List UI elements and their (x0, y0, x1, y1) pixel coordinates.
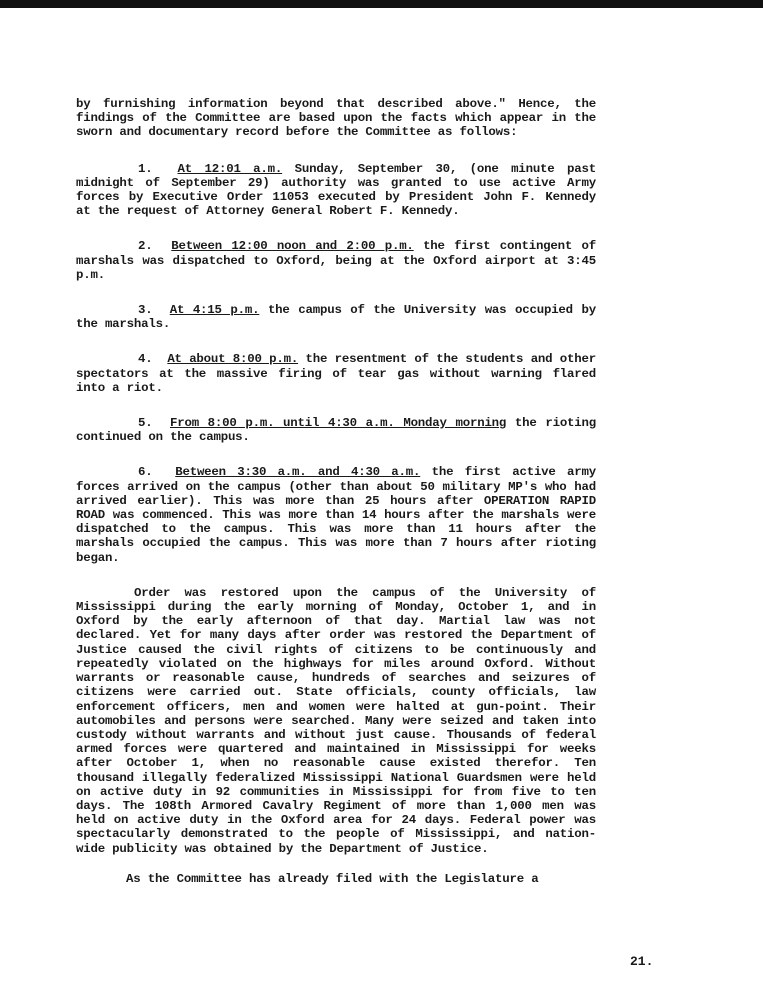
body-paragraph (76, 586, 596, 856)
item-time: From 8:00 p.m. until 4:30 a.m. Monday morning (169, 416, 507, 431)
list-item (76, 162, 596, 219)
continuation-text: As the Committee has already filed with the Legislature a (126, 871, 539, 886)
item-number: 6. (138, 465, 153, 480)
item-time: At 4:15 p.m. (169, 303, 260, 318)
item-text: Sunday, September 30, (one minute past midnight of September 29) authority was granted to use active Army forces by Executive Order 11053 executed by President John F. Kennedy at the request of Attorney General Robert F. Kennedy. (76, 161, 596, 219)
item-number: 3. (138, 303, 153, 318)
item-number: 5. (138, 416, 153, 431)
item-text: the campus of the University was occupied by the marshals. (76, 303, 596, 332)
continuation-paragraph (76, 872, 596, 886)
list-item (76, 303, 596, 331)
item-time: At 12:01 a.m. (177, 161, 283, 176)
document-page (76, 97, 596, 886)
item-text: the rioting continued on the campus. (76, 416, 597, 445)
item-number: 1. (138, 161, 153, 176)
list-item (76, 416, 596, 444)
top-scan-border (0, 0, 763, 8)
item-number: 4. (138, 352, 153, 367)
list-item (76, 465, 596, 564)
list-item (76, 352, 596, 395)
item-time: At about 8:00 p.m. (167, 352, 299, 367)
body-text: Order was restored upon the campus of the University of Mississippi during the early morning of Monday, October 1, and in Oxford by the early afternoon of that day. Martial law was not declared. Yet for many days after order was restored the Department of Justice caused the civil rights of citizens to be continuously and repeatedly violated on the highways for miles around Oxford. Without warrants or reasonable cause, hundreds of searches and seizures of citizens were carried out. State officials, county officials, law enforcement officers, men and women were halted at gun-point. Their automobiles and persons were searched. Many were seized and taken into custody without warrants and without just cause. Thousands of federal armed forces were quartered and maintained in Mississippi for weeks after October 1, when no reasonable cause existed therefor. Ten thousand illegally federalized Mississippi National Guardsmen were held on active duty in 92 communities in Mississippi for from five to ten days. The 108th Armored Cavalry Regiment of more than 1,000 men was held on active duty in the Oxford area for 24 days. Federal power was spectacularly demonstrated to the people of Mississippi, and nation-wide publicity was obtained by the Department of Justice. (76, 585, 596, 856)
intro-paragraph: by furnishing information beyond that described above." Hence, the findings of the Committee are based upon the facts which appear in the sworn and documentary record before the Committee as follows: (76, 97, 596, 140)
item-number: 2. (138, 239, 153, 254)
item-text: the resentment of the students and other spectators at the massive firing of tear gas without warning flared into a riot. (76, 352, 596, 395)
item-text: the first active army forces arrived on the campus (other than about 50 military MP's who had arrived earlier). This was more than 25 hours after OPERATION RAPID ROAD was commenced. This was more than 14 hours after the marshals were dispatched to the campus. This was more than 11 hours after the marshals occupied the campus. This was more than 7 hours after rioting began. (76, 465, 596, 565)
item-time: Between 12:00 noon and 2:00 p.m. (171, 239, 414, 254)
page-number: 21. (630, 954, 654, 969)
item-time: Between 3:30 a.m. and 4:30 a.m. (175, 465, 421, 480)
item-text: the first contingent of marshals was dispatched to Oxford, being at the Oxford airport at 3:45 p.m. (76, 239, 596, 282)
list-item (76, 239, 596, 282)
